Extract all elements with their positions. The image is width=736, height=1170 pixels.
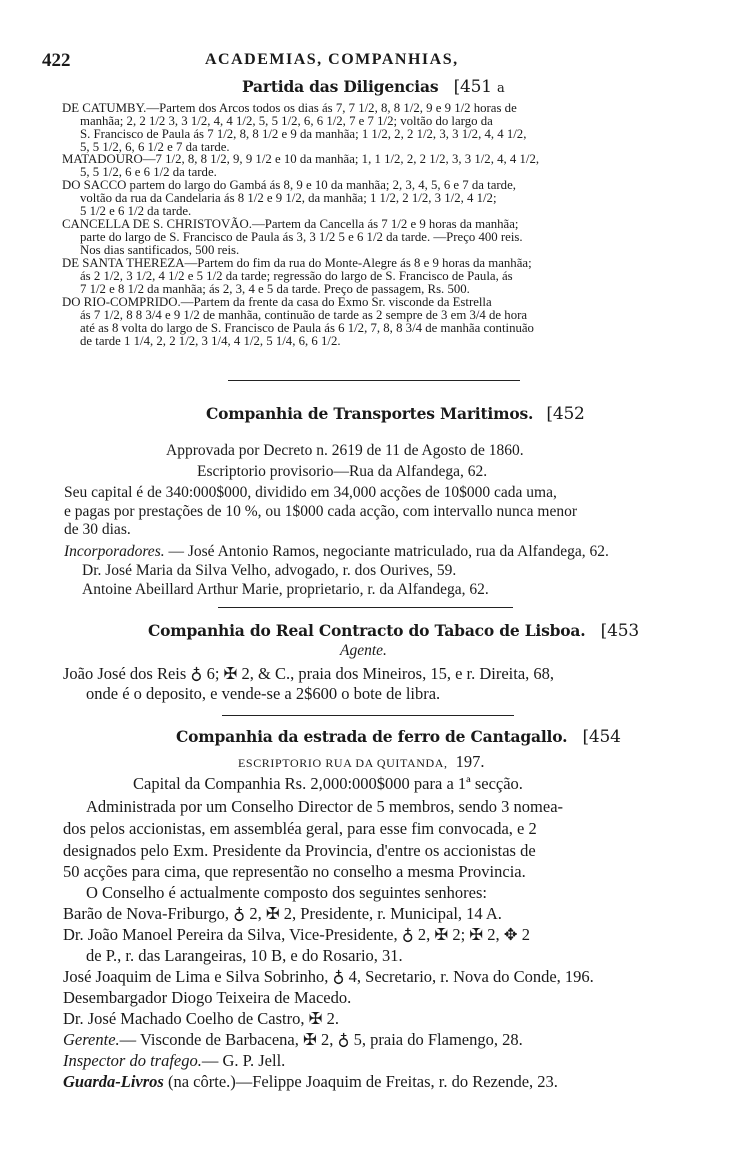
officer-text: — Visconde de Barbacena, ✠ 2, ♁ 5, praia do Flamengo, 28.: [119, 1030, 523, 1049]
member-line: Barão de Nova-Friburgo, ♁ 2, ✠ 2, Presidente, r. Municipal, 14 A.: [63, 904, 502, 923]
officer-line: [63, 1072, 558, 1092]
heading-text: Companhia do Real Contracto do Tabaco de Lisboa.: [148, 621, 586, 640]
capital-line: Seu capital é de 340:000$000, dividido em 34,000 acções de 10$000 cada uma,: [64, 484, 557, 501]
body-line: Administrada por um Conselho Director de 5 membros, sendo 3 nomea-: [86, 797, 564, 816]
office-line: [238, 752, 485, 772]
diligencias-line: DO SACCO partem do largo do Gambá ás 8, 9 e 10 da manhãa; 2, 3, 4, 5, 6 e 7 da tarde,: [62, 178, 516, 192]
section-heading-cantagallo: [176, 727, 621, 747]
section-ref: [452: [546, 404, 585, 424]
incorporadores-label: Incorporadores.: [64, 543, 165, 560]
running-title: ACADEMIAS, COMPANHIAS,: [205, 51, 459, 68]
section-divider: [218, 607, 513, 608]
diligencias-line: 5 1/2 e 6 1/2 da tarde.: [80, 204, 192, 218]
diligencias-line: CANCELLA DE S. CHRISTOVÃO.—Partem da Cancella ás 7 1/2 e 9 horas da manhãa;: [62, 217, 519, 231]
diligencias-line: parte do largo de S. Francisco de Paula ás 3, 3 1/2 5 e 6 1/2 da tarde. —Preço 400 reis.: [80, 230, 523, 244]
agent-label: Agente.: [340, 642, 387, 659]
decree-line: Approvada por Decreto n. 2619 de 11 de Agosto de 1860.: [166, 442, 524, 459]
diligencias-line: 5, 5 1/2, 6 e 6 1/2 da tarde.: [80, 165, 217, 179]
section-divider: [222, 715, 514, 716]
agent-line: onde é o deposito, e vende-se a 2$600 o bote de libra.: [86, 684, 441, 703]
office-number: 197.: [455, 752, 485, 771]
body-line: dos pelos accionistas, em assembléa geral, para esse fim convocada, e 2: [63, 819, 537, 838]
incorporador: — José Antonio Ramos, negociante matriculado, rua da Alfandega, 62.: [164, 543, 609, 560]
heading-text: Companhia de Transportes Maritimos.: [206, 404, 534, 423]
section-divider: [228, 380, 520, 381]
diligencias-line: ás 2 1/2, 3 1/2, 4 1/2 e 5 1/2 da tarde; regressão do largo de S. Francisco de Paula, ás: [80, 269, 513, 283]
section-ref: [453: [600, 621, 639, 641]
heading-text: Companhia da estrada de ferro de Cantagallo.: [176, 727, 568, 746]
section-heading-tabaco: [148, 621, 639, 641]
capital-line: e pagas por prestações de 10 %, ou 1$000 cada acção, com intervallo nunca menor: [64, 503, 578, 520]
diligencias-line: 7 1/2 e 8 1/2 da manhãa; ás 2, 3, 4 e 5 da tarde. Preço de passagem, Rs. 500.: [80, 282, 470, 296]
heading-text: Partida das Diligencias: [242, 77, 439, 96]
officer-label: Guarda-Livros: [63, 1072, 164, 1091]
section-heading-diligencias: [242, 77, 505, 97]
section-ref-suffix: a: [497, 81, 505, 96]
agent-line: João José dos Reis ♁ 6; ✠ 2, & C., praia dos Mineiros, 15, e r. Direita, 68,: [63, 664, 555, 683]
member-line: Dr. João Manoel Pereira da Silva, Vice-Presidente, ♁ 2, ✠ 2; ✠ 2, ✥ 2: [63, 925, 530, 944]
diligencias-line: manhãa; 2, 2 1/2 3, 3 1/2, 4, 4 1/2, 5, 5 1/2, 6, 6 1/2, 7 e 7 1/2; voltão do largo da: [80, 114, 493, 128]
capital-line: Capital da Companhia Rs. 2,000:000$000 para a 1ª secção.: [133, 774, 523, 793]
section-heading-transportes: [206, 404, 585, 424]
diligencias-line: DO RIO-COMPRIDO.—Partem da frente da casa do Exmo Sr. visconde da Estrella: [62, 295, 492, 309]
section-ref: [454: [582, 727, 621, 747]
body-line: O Conselho é actualmente composto dos seguintes senhores:: [86, 883, 487, 902]
officer-line: [63, 1051, 285, 1071]
diligencias-line: Nos dias santificados, 500 reis.: [80, 243, 240, 257]
capital-line: de 30 dias.: [64, 521, 131, 538]
section-ref: [451: [453, 77, 492, 97]
officer-label: Inspector do trafego.: [63, 1051, 202, 1070]
body-line: designados pelo Exm. Presidente da Provincia, d'entre os accionistas de: [63, 841, 536, 860]
diligencias-line: MATADOURO—7 1/2, 8, 8 1/2, 9, 9 1/2 e 10 da manhãa; 1, 1 1/2, 2, 2 1/2, 3, 3 1/2, 4, 4 1/2,: [62, 152, 540, 166]
officer-text: — G. P. Jell.: [201, 1051, 286, 1070]
diligencias-line: voltão da rua da Candelaria ás 8 1/2 e 9 1/2, da manhãa; 1 1/2, 2 1/2, 3 1/2, 4 1/2;: [80, 191, 497, 205]
member-line: Desembargador Diogo Teixeira de Macedo.: [63, 988, 352, 1007]
body-line: 50 acções para cima, que representão no conselho a mesma Provincia.: [63, 862, 526, 881]
incorporadores-line: [64, 543, 609, 561]
diligencias-line: de tarde 1 1/4, 2, 2 1/2, 3 1/4, 4 1/2, 5 1/4, 6, 6 1/2.: [80, 334, 341, 348]
incorporador: Antoine Abeillard Arthur Marie, proprietario, r. da Alfandega, 62.: [82, 581, 489, 598]
diligencias-line: ás 7 1/2, 8 8 3/4 e 9 1/2 de manhãa, continuão de tarde as 2 sempre de 3 em 3/4 de hora: [80, 308, 528, 322]
diligencias-line: 5, 5 1/2, 6, 6 1/2 e 7 da tarde.: [80, 140, 230, 154]
diligencias-line: até as 8 volta do largo de S. Francisco de Paula ás 6 1/2, 7, 8, 8 3/4 de manhãa continuão: [80, 321, 534, 335]
member-line: Dr. José Machado Coelho de Castro, ✠ 2.: [63, 1009, 339, 1028]
office-line: Escriptorio provisorio—Rua da Alfandega, 62.: [197, 463, 488, 480]
officer-line: [63, 1030, 523, 1050]
page-number: 422: [42, 50, 71, 71]
diligencias-line: DE CATUMBY.—Partem dos Arcos todos os dias ás 7, 7 1/2, 8, 8 1/2, 9 e 9 1/2 horas de: [62, 101, 517, 115]
member-line: de P., r. das Larangeiras, 10 B, e do Rosario, 31.: [86, 946, 403, 965]
incorporador: Dr. José Maria da Silva Velho, advogado, r. dos Ourives, 59.: [82, 562, 457, 579]
diligencias-line: S. Francisco de Paula ás 7 1/2, 8, 8 1/2 e 9 da manhãa; 1 1/2, 2, 2 1/2, 3, 3 1/2, 4, 4 1/2,: [80, 127, 527, 141]
diligencias-line: DE SANTA THEREZA—Partem do fim da rua do Monte-Alegre ás 8 e 9 horas da manhãa;: [62, 256, 532, 270]
office-label: ESCRIPTORIO RUA DA QUITANDA,: [238, 756, 448, 770]
member-line: José Joaquim de Lima e Silva Sobrinho, ♁ 4, Secretario, r. Nova do Conde, 196.: [63, 967, 594, 986]
officer-label: Gerente.: [63, 1030, 120, 1049]
officer-text: (na côrte.)—Felippe Joaquim de Freitas, r. do Rezende, 23.: [163, 1072, 558, 1091]
